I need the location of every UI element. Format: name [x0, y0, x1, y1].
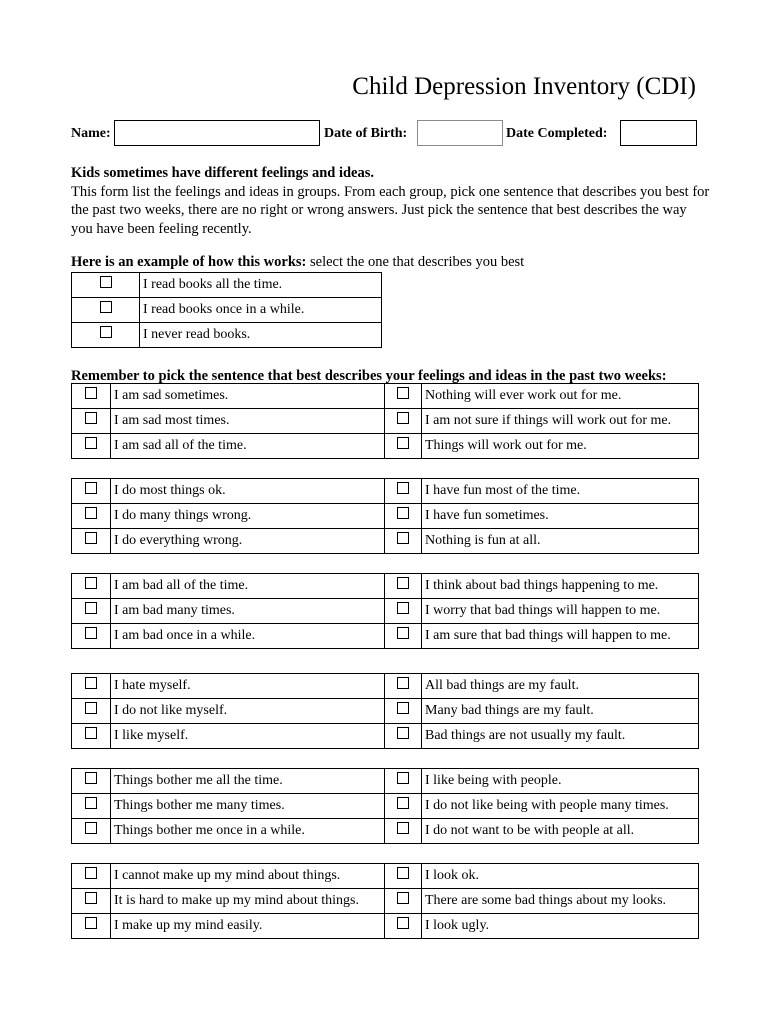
left-statement: I do not like myself.	[111, 699, 385, 724]
checkbox[interactable]	[100, 301, 112, 313]
remember-instruction: Remember to pick the sentence that best describes your feelings and ideas in the past two weeks:	[71, 368, 667, 384]
checkbox[interactable]	[85, 822, 97, 834]
checkbox-cell	[385, 624, 422, 649]
checkbox-cell	[385, 794, 422, 819]
checkbox[interactable]	[397, 702, 409, 714]
checkbox[interactable]	[397, 507, 409, 519]
checkbox[interactable]	[85, 702, 97, 714]
example-row	[72, 298, 382, 323]
question-group	[71, 383, 699, 459]
checkbox-cell	[72, 384, 111, 409]
question-group-body	[72, 769, 699, 844]
right-statement: I am sure that bad things will happen to me.	[422, 624, 699, 649]
right-statement: I do not want to be with people at all.	[422, 819, 699, 844]
checkbox[interactable]	[85, 867, 97, 879]
checkbox-cell	[385, 674, 422, 699]
instructions-body: This form list the feelings and ideas in groups. From each group, pick one sentence that describes you best for the past two weeks, there are no right or wrong answers. Just pick the sentence that best describes the way you have been feeling recently.	[71, 183, 710, 237]
checkbox[interactable]	[397, 867, 409, 879]
checkbox-cell	[72, 674, 111, 699]
date-completed-label: Date Completed:	[506, 126, 608, 141]
checkbox-cell	[72, 864, 111, 889]
question-row	[72, 434, 699, 459]
checkbox-cell	[385, 724, 422, 749]
right-statement: I look ok.	[422, 864, 699, 889]
checkbox-cell	[72, 889, 111, 914]
checkbox-cell	[385, 599, 422, 624]
instructions-heading: Kids sometimes have different feelings and ideas.	[71, 165, 375, 181]
example-lead	[71, 254, 524, 271]
checkbox[interactable]	[397, 772, 409, 784]
example-row	[72, 323, 382, 348]
name-label: Name:	[71, 126, 111, 141]
checkbox[interactable]	[397, 677, 409, 689]
checkbox[interactable]	[85, 602, 97, 614]
checkbox-cell	[72, 574, 111, 599]
checkbox-cell	[72, 479, 111, 504]
checkbox-cell	[385, 479, 422, 504]
left-statement: I am bad all of the time.	[111, 574, 385, 599]
checkbox-cell	[385, 889, 422, 914]
right-statement: Things will work out for me.	[422, 434, 699, 459]
right-statement: I look ugly.	[422, 914, 699, 939]
question-group-body	[72, 384, 699, 459]
checkbox-cell	[385, 699, 422, 724]
right-statement: I am not sure if things will work out for me.	[422, 409, 699, 434]
checkbox-cell	[385, 914, 422, 939]
right-statement: There are some bad things about my looks.	[422, 889, 699, 914]
left-statement: I am bad many times.	[111, 599, 385, 624]
question-row	[72, 529, 699, 554]
question-group	[71, 768, 699, 844]
question-row	[72, 504, 699, 529]
right-statement: Nothing will ever work out for me.	[422, 384, 699, 409]
example-lead-rest: select the one that describes you best	[306, 254, 525, 270]
checkbox[interactable]	[397, 602, 409, 614]
page-title: Child Depression Inventory (CDI)	[352, 73, 696, 100]
checkbox[interactable]	[397, 532, 409, 544]
checkbox[interactable]	[397, 437, 409, 449]
checkbox-cell	[385, 504, 422, 529]
checkbox-cell	[72, 769, 111, 794]
checkbox-cell	[72, 819, 111, 844]
checkbox[interactable]	[85, 387, 97, 399]
left-statement: Things bother me once in a while.	[111, 819, 385, 844]
right-statement: All bad things are my fault.	[422, 674, 699, 699]
date-completed-input[interactable]	[621, 121, 696, 145]
checkbox-cell	[72, 434, 111, 459]
right-statement: I have fun sometimes.	[422, 504, 699, 529]
question-row	[72, 384, 699, 409]
question-row	[72, 819, 699, 844]
checkbox[interactable]	[397, 387, 409, 399]
left-statement: Things bother me all the time.	[111, 769, 385, 794]
left-statement: I hate myself.	[111, 674, 385, 699]
name-field[interactable]	[114, 120, 320, 146]
left-statement: I do everything wrong.	[111, 529, 385, 554]
example-statement: I never read books.	[140, 323, 382, 348]
right-statement: I do not like being with people many times.	[422, 794, 699, 819]
checkbox-cell	[385, 434, 422, 459]
left-statement: I am bad once in a while.	[111, 624, 385, 649]
example-lead-bold: Here is an example of how this works:	[71, 254, 307, 270]
left-statement: Things bother me many times.	[111, 794, 385, 819]
question-group-body	[72, 574, 699, 649]
right-statement: Nothing is fun at all.	[422, 529, 699, 554]
checkbox[interactable]	[397, 727, 409, 739]
question-row	[72, 599, 699, 624]
checkbox-cell	[72, 699, 111, 724]
dob-input[interactable]	[418, 121, 502, 145]
checkbox-cell	[72, 794, 111, 819]
right-statement: I have fun most of the time.	[422, 479, 699, 504]
question-group	[71, 573, 699, 649]
checkbox[interactable]	[85, 437, 97, 449]
checkbox-cell	[385, 529, 422, 554]
right-statement: I worry that bad things will happen to me.	[422, 599, 699, 624]
checkbox-cell	[72, 529, 111, 554]
question-row	[72, 674, 699, 699]
left-statement: I like myself.	[111, 724, 385, 749]
checkbox[interactable]	[397, 822, 409, 834]
left-statement: I am sad sometimes.	[111, 384, 385, 409]
question-group-body	[72, 864, 699, 939]
left-statement: It is hard to make up my mind about things.	[111, 889, 385, 914]
checkbox-cell	[72, 624, 111, 649]
question-group	[71, 673, 699, 749]
question-row	[72, 769, 699, 794]
dob-label: Date of Birth:	[324, 126, 408, 141]
checkbox[interactable]	[397, 577, 409, 589]
question-row	[72, 889, 699, 914]
checkbox-cell	[385, 819, 422, 844]
checkbox[interactable]	[85, 892, 97, 904]
checkbox[interactable]	[85, 727, 97, 739]
left-statement: I do most things ok.	[111, 479, 385, 504]
question-row	[72, 914, 699, 939]
left-statement: I cannot make up my mind about things.	[111, 864, 385, 889]
right-statement: Bad things are not usually my fault.	[422, 724, 699, 749]
checkbox-cell	[72, 409, 111, 434]
checkbox[interactable]	[397, 627, 409, 639]
left-statement: I am sad most times.	[111, 409, 385, 434]
checkbox[interactable]	[85, 507, 97, 519]
checkbox-cell	[72, 504, 111, 529]
question-row	[72, 479, 699, 504]
date-completed-field[interactable]	[620, 120, 697, 146]
checkbox-cell	[385, 409, 422, 434]
example-statement: I read books once in a while.	[140, 298, 382, 323]
checkbox-cell	[385, 574, 422, 599]
checkbox[interactable]	[100, 326, 112, 338]
checkbox[interactable]	[85, 677, 97, 689]
checkbox[interactable]	[85, 577, 97, 589]
checkbox[interactable]	[397, 892, 409, 904]
right-statement: I think about bad things happening to me.	[422, 574, 699, 599]
question-group-body	[72, 479, 699, 554]
example-checkbox-cell	[72, 298, 140, 323]
question-row	[72, 794, 699, 819]
question-group-body	[72, 674, 699, 749]
question-row	[72, 574, 699, 599]
example-row	[72, 273, 382, 298]
checkbox[interactable]	[85, 412, 97, 424]
checkbox-cell	[385, 769, 422, 794]
question-group	[71, 863, 699, 939]
checkbox[interactable]	[85, 532, 97, 544]
question-group	[71, 478, 699, 554]
example-checkbox-cell	[72, 323, 140, 348]
instructions	[71, 164, 711, 238]
checkbox-cell	[72, 599, 111, 624]
checkbox-cell	[385, 864, 422, 889]
left-statement: I make up my mind easily.	[111, 914, 385, 939]
left-statement: I do many things wrong.	[111, 504, 385, 529]
example-checkbox-cell	[72, 273, 140, 298]
question-row	[72, 864, 699, 889]
checkbox[interactable]	[397, 482, 409, 494]
checkbox[interactable]	[85, 627, 97, 639]
question-row	[72, 724, 699, 749]
example-table-body	[72, 273, 382, 348]
checkbox[interactable]	[397, 797, 409, 809]
checkbox[interactable]	[85, 772, 97, 784]
checkbox[interactable]	[397, 412, 409, 424]
checkbox-cell	[72, 914, 111, 939]
checkbox-cell	[72, 724, 111, 749]
checkbox[interactable]	[85, 482, 97, 494]
header-fields	[71, 120, 701, 148]
checkbox[interactable]	[85, 797, 97, 809]
checkbox-cell	[385, 384, 422, 409]
question-row	[72, 409, 699, 434]
dob-field[interactable]	[417, 120, 503, 146]
right-statement: Many bad things are my fault.	[422, 699, 699, 724]
name-input[interactable]	[115, 121, 319, 145]
example-statement: I read books all the time.	[140, 273, 382, 298]
question-row	[72, 624, 699, 649]
example-table	[71, 272, 382, 348]
checkbox[interactable]	[85, 917, 97, 929]
right-statement: I like being with people.	[422, 769, 699, 794]
question-row	[72, 699, 699, 724]
checkbox[interactable]	[100, 276, 112, 288]
left-statement: I am sad all of the time.	[111, 434, 385, 459]
checkbox[interactable]	[397, 917, 409, 929]
